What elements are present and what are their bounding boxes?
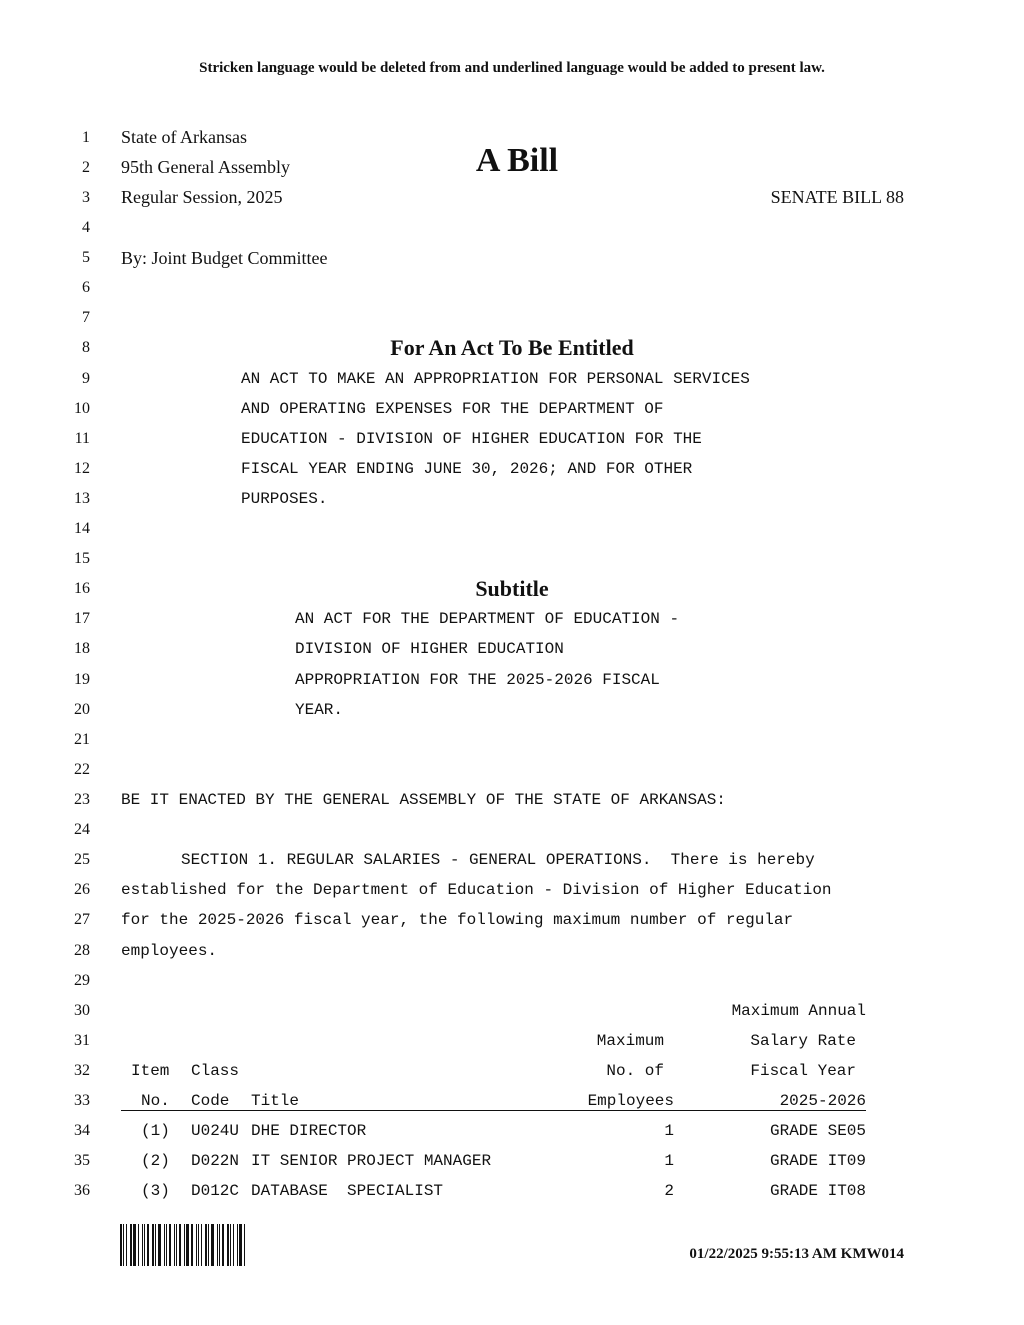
- line-number: 19: [74, 671, 90, 688]
- document-timestamp: 01/22/2025 9:55:13 AM KMW014: [689, 1246, 904, 1262]
- line-number: 29: [74, 972, 90, 989]
- row-code: D012C: [191, 1182, 240, 1200]
- line-number: 4: [82, 219, 90, 236]
- line-number: 32: [74, 1062, 90, 1079]
- section-line: established for the Department of Education - Division of Higher Education: [121, 881, 832, 899]
- barcode-bar: [237, 1224, 238, 1266]
- line-number: 34: [74, 1122, 90, 1139]
- table-head-year: 2025-2026: [779, 1092, 866, 1110]
- line-number: 22: [74, 761, 90, 778]
- row-code: U024U: [191, 1122, 240, 1140]
- barcode-bar: [126, 1224, 127, 1266]
- table-head-employees: Employees: [587, 1092, 674, 1110]
- barcode-bar: [155, 1224, 156, 1266]
- barcode-bar: [217, 1224, 218, 1266]
- barcode-bar: [201, 1224, 202, 1266]
- row-grade: GRADE IT08: [769, 1182, 866, 1200]
- line-number: 30: [74, 1002, 90, 1019]
- line-number: 28: [74, 942, 90, 959]
- barcode-bar: [169, 1224, 171, 1266]
- line-number: 5: [82, 249, 90, 266]
- barcode-bar: [152, 1224, 154, 1266]
- line-number: 3: [82, 189, 90, 206]
- barcode-bar: [123, 1224, 124, 1266]
- barcode-bar: [208, 1224, 209, 1266]
- line-number: 11: [74, 430, 90, 447]
- act-title-line: EDUCATION - DIVISION OF HIGHER EDUCATION FOR THE: [241, 430, 702, 448]
- barcode-bar: [244, 1224, 245, 1266]
- line-number: 24: [74, 821, 90, 838]
- line-number: 21: [74, 731, 90, 748]
- barcode-bar: [222, 1224, 224, 1266]
- barcode-bar: [191, 1224, 193, 1266]
- barcode-bar: [158, 1224, 161, 1266]
- act-title-line: AND OPERATING EXPENSES FOR THE DEPARTMENT OF: [241, 400, 664, 418]
- line-number: 31: [74, 1032, 90, 1049]
- row-grade: GRADE IT09: [769, 1152, 866, 1170]
- row-employees: 1: [664, 1122, 674, 1140]
- state-name: State of Arkansas: [121, 127, 247, 147]
- barcode-bar: [133, 1224, 136, 1266]
- row-title: IT SENIOR PROJECT MANAGER: [251, 1152, 492, 1170]
- line-number: 13: [74, 490, 90, 507]
- barcode-bar: [196, 1224, 197, 1266]
- enacting-clause: BE IT ENACTED BY THE GENERAL ASSEMBLY OF THE STATE OF ARKANSAS:: [121, 791, 726, 809]
- barcode-bar: [227, 1224, 229, 1266]
- barcode-image: [120, 1224, 250, 1266]
- line-number: 1: [82, 129, 90, 146]
- line-number: 10: [74, 400, 90, 417]
- bill-sponsor: By: Joint Budget Committee: [121, 248, 328, 268]
- barcode-bar: [198, 1224, 199, 1266]
- table-head-item: Item: [131, 1062, 170, 1080]
- line-number: 7: [82, 309, 90, 326]
- line-number: 27: [74, 911, 90, 928]
- table-head-no: No.: [141, 1092, 170, 1110]
- barcode-bar: [179, 1224, 181, 1266]
- amendment-notice: Stricken language would be deleted from and underlined language would be added to present law.: [199, 60, 825, 76]
- subtitle-line: DIVISION OF HIGHER EDUCATION: [295, 640, 564, 658]
- table-head-code: Code: [191, 1092, 230, 1110]
- act-title-line: PURPOSES.: [241, 490, 328, 508]
- barcode-bar: [219, 1224, 220, 1266]
- line-number: 15: [74, 550, 90, 567]
- general-assembly: 95th General Assembly: [121, 157, 290, 177]
- barcode-bar: [184, 1224, 185, 1266]
- line-number: 33: [74, 1092, 90, 1109]
- row-grade: GRADE SE05: [769, 1122, 866, 1140]
- subtitle-heading: Subtitle: [475, 576, 549, 601]
- row-item: (3): [141, 1182, 170, 1200]
- barcode-bar: [130, 1224, 132, 1266]
- table-head-maximum: Maximum: [596, 1032, 664, 1050]
- row-code: D022N: [191, 1152, 240, 1170]
- line-number: 25: [74, 851, 90, 868]
- line-number: 6: [82, 279, 90, 296]
- act-heading: For An Act To Be Entitled: [390, 335, 634, 360]
- session-name: Regular Session, 2025: [121, 187, 283, 207]
- barcode-bar: [186, 1224, 189, 1266]
- bill-title: A Bill: [475, 142, 559, 179]
- barcode-bar: [164, 1224, 165, 1266]
- barcode-bar: [142, 1224, 143, 1266]
- line-number: 20: [74, 701, 90, 718]
- barcode-bar: [205, 1224, 207, 1266]
- table-head-no-of: No. of: [606, 1062, 664, 1080]
- table-head-max-annual: Maximum Annual: [731, 1002, 866, 1020]
- barcode-bar: [138, 1224, 139, 1266]
- row-title: DATABASE SPECIALIST: [251, 1182, 444, 1200]
- act-title-line: FISCAL YEAR ENDING JUNE 30, 2026; AND FOR OTHER: [241, 460, 693, 478]
- line-number: 17: [74, 610, 90, 627]
- section-line: for the 2025-2026 fiscal year, the following maximum number of regular: [121, 911, 794, 929]
- barcode-bar: [230, 1224, 231, 1266]
- row-title: DHE DIRECTOR: [251, 1122, 367, 1140]
- row-employees: 1: [664, 1152, 674, 1170]
- barcode-bar: [211, 1224, 214, 1266]
- section-line: SECTION 1. REGULAR SALARIES - GENERAL OPERATIONS. There is hereby: [181, 851, 815, 869]
- barcode-bar: [176, 1224, 177, 1266]
- table-head-fiscal-year: Fiscal Year: [750, 1062, 856, 1080]
- line-number: 23: [74, 791, 90, 808]
- table-head-class: Class: [191, 1062, 240, 1080]
- table-head-title: Title: [251, 1092, 300, 1110]
- line-number: 26: [74, 881, 90, 898]
- barcode-bar: [166, 1224, 167, 1266]
- line-number: 36: [74, 1182, 90, 1199]
- line-number: 9: [82, 370, 90, 387]
- barcode-bar: [239, 1224, 242, 1266]
- row-item: (2): [141, 1152, 170, 1170]
- section-line: employees.: [121, 942, 218, 960]
- line-number: 2: [82, 159, 90, 176]
- subtitle-line: AN ACT FOR THE DEPARTMENT OF EDUCATION -: [295, 610, 680, 628]
- line-number: 12: [74, 460, 90, 477]
- bill-number: SENATE BILL 88: [770, 187, 904, 207]
- line-number: 18: [74, 640, 90, 657]
- row-employees: 2: [664, 1182, 674, 1200]
- barcode-bar: [144, 1224, 145, 1266]
- line-number: 8: [82, 339, 90, 356]
- row-item: (1): [141, 1122, 170, 1140]
- line-number: 16: [74, 580, 90, 597]
- barcode-bar: [120, 1224, 122, 1266]
- table-head-salary-rate: Salary Rate: [750, 1032, 856, 1050]
- table-header-rule: [121, 1110, 866, 1111]
- act-title-line: AN ACT TO MAKE AN APPROPRIATION FOR PERSONAL SERVICES: [241, 370, 750, 388]
- line-number: 35: [74, 1152, 90, 1169]
- barcode-bar: [233, 1224, 234, 1266]
- barcode-bar: [147, 1224, 149, 1266]
- barcode-bar: [174, 1224, 175, 1266]
- subtitle-line: YEAR.: [295, 701, 344, 719]
- line-number: 14: [74, 520, 90, 537]
- subtitle-line: APPROPRIATION FOR THE 2025-2026 FISCAL: [295, 671, 660, 689]
